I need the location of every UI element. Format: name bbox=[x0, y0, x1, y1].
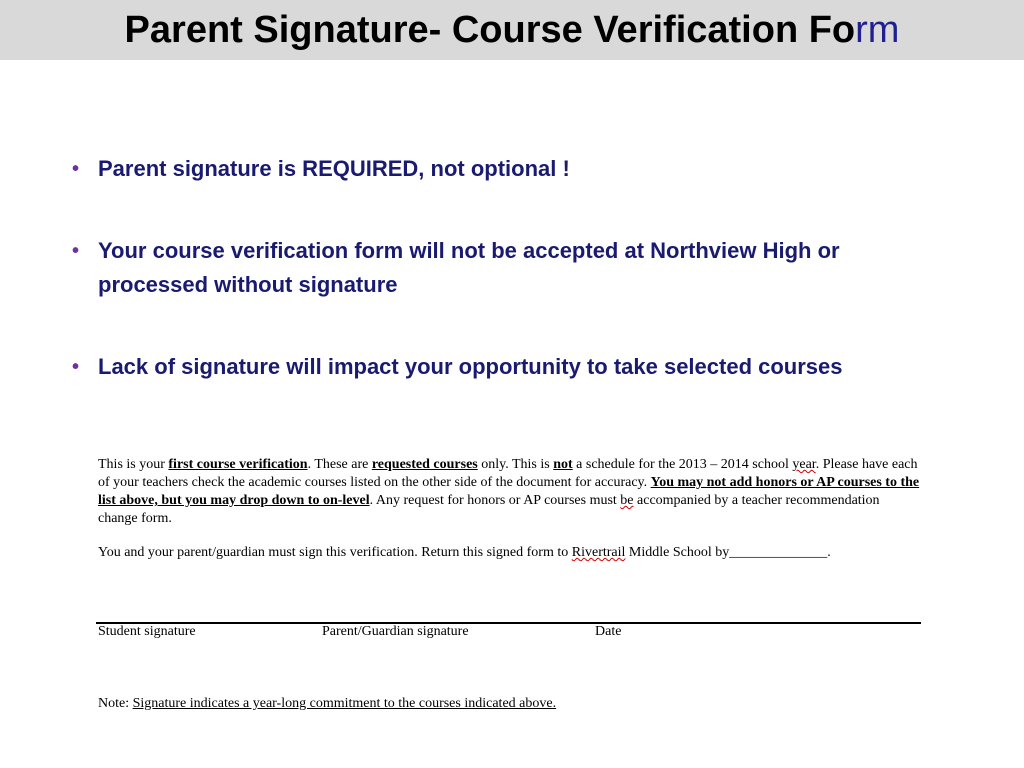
signature-line bbox=[96, 622, 921, 624]
form-text: accompanied by a teacher recommendation change form. bbox=[98, 493, 880, 526]
form-text: be bbox=[620, 493, 634, 508]
bullet-text: Lack of signature will impact your opportunity to take selected courses bbox=[98, 354, 843, 379]
form-text: You and your parent/guardian must sign this verification. Return this signed form to bbox=[98, 545, 572, 560]
form-text: Middle School by______________. bbox=[625, 545, 831, 560]
form-emphasis: first course verification bbox=[168, 457, 308, 472]
form-text: . Please have each of your teachers check the academic courses listed on the other side of the document for accuracy. bbox=[98, 457, 918, 490]
form-text: This is your bbox=[98, 457, 169, 472]
form-emphasis: not bbox=[553, 457, 573, 472]
form-text: . Any request for honors or AP courses must bbox=[369, 493, 621, 508]
bullet-list bbox=[70, 152, 870, 384]
form-text: only. This is bbox=[477, 457, 554, 472]
form-excerpt bbox=[98, 456, 920, 562]
slide-title-tail: rm bbox=[855, 9, 900, 51]
student-signature-label: Student signature bbox=[98, 624, 196, 639]
form-paragraph-1 bbox=[98, 456, 920, 528]
form-text: Rivertrail bbox=[571, 545, 626, 560]
bullet-item bbox=[70, 234, 870, 302]
note-text: Signature indicates a year-long commitment to the courses indicated above. bbox=[132, 696, 557, 711]
bullet-text: Parent signature is REQUIRED, not optional ! bbox=[98, 156, 570, 181]
bullet-dot-icon: • bbox=[72, 158, 80, 180]
note-label: Note: bbox=[98, 696, 133, 711]
bullet-item bbox=[70, 350, 870, 384]
form-text: . These are bbox=[307, 457, 372, 472]
bullet-text: Your course verification form will not be accepted at Northview High or processed without signature bbox=[98, 238, 840, 297]
bullet-dot-icon: • bbox=[72, 240, 80, 262]
slide-title-main: Parent Signature- Course Verification Fo bbox=[124, 9, 856, 51]
bullet-dot-icon: • bbox=[72, 356, 80, 378]
form-paragraph-2 bbox=[98, 544, 920, 562]
slide-title bbox=[0, 6, 1024, 54]
form-emphasis: requested courses bbox=[371, 457, 478, 472]
form-note bbox=[98, 696, 556, 712]
date-label: Date bbox=[595, 624, 622, 639]
form-text: year bbox=[792, 457, 816, 472]
form-text: a schedule for the 2013 – 2014 school bbox=[572, 457, 793, 472]
parent-signature-label: Parent/Guardian signature bbox=[322, 624, 469, 639]
bullet-item bbox=[70, 152, 870, 186]
form-emphasis: You may not add honors or AP courses to the list above, but you may drop down to on-level bbox=[98, 475, 920, 508]
